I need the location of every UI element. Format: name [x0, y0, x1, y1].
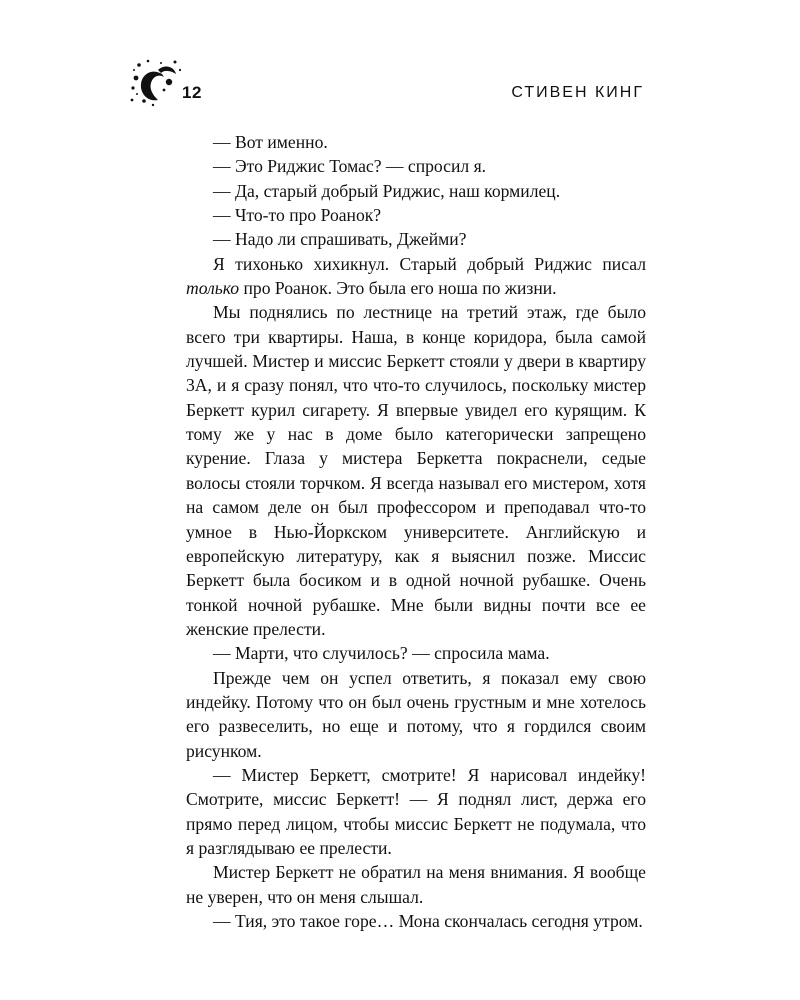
paragraph: Мы поднялись по лестнице на третий этаж, где было всего три квартиры. Наша, в конце коридора, была самой лучшей. Мистер и миссис Беркетт стояли у двери в квартиру 3А, и я сразу понял, что что-то случилось, поскольку мистер Беркетт курил сигарету. Я впервые увидел его курящим. К тому же у нас в доме было категорически запрещено курение. Глаза у мистера Беркетта покраснели, седые волосы стояли торчком. Я всегда называл его мистером, хотя на самом деле он был профессором и преподавал что-то умное в Нью-Йоркском университете. Английскую и европейскую литературу, как я выяснил позже. Миссис Беркетт была босиком и в одной ночной рубашке. Очень тонкой ночной рубашке. Мне были видны почти все ее женские прелести. [186, 302, 646, 639]
emphasis-text: только [186, 278, 240, 299]
paragraph: — Это Риджис Томас? — спросил я. [213, 156, 487, 177]
body-text [186, 130, 646, 933]
paragraph: — Марти, что случилось? — спросила мама. [213, 643, 550, 664]
paragraph: — Да, старый добрый Риджис, наш кормилец. [213, 180, 561, 201]
paragraph: — Надо ли спрашивать, Джейми? [213, 229, 467, 250]
paragraph: — Что-то про Роанок? [213, 205, 382, 226]
running-head-author: СТИВЕН КИНГ [511, 84, 644, 101]
page-number: 12 [182, 83, 202, 102]
paragraph: — Тия, это такое горе… Мона скончалась сегодня утром. [213, 911, 643, 931]
ink-splatter-logo [128, 56, 188, 108]
paragraph: — Вот именно. [213, 132, 328, 152]
page-header [0, 0, 800, 110]
paragraph: Я тихонько хихикнул. Старый добрый Риджис писал только про Роанок. Это была его ноша по жизни. [186, 253, 646, 299]
paragraph: — Мистер Беркетт, смотрите! Я нарисовал индейку! Смотрите, миссис Беркетт! — Я поднял лист, держа его прямо перед лицом, чтобы миссис Беркетт не подумала, что я разглядываю ее прелести. [186, 764, 646, 858]
paragraph: Прежде чем он успел ответить, я показал ему свою индейку. Потому что он был очень грустным и мне хотелось его развеселить, но еще и потому, что я гордился своим рисунком. [186, 667, 646, 761]
paragraph: Мистер Беркетт не обратил на меня внимания. Я вообще не уверен, что он меня слышал. [186, 862, 646, 907]
